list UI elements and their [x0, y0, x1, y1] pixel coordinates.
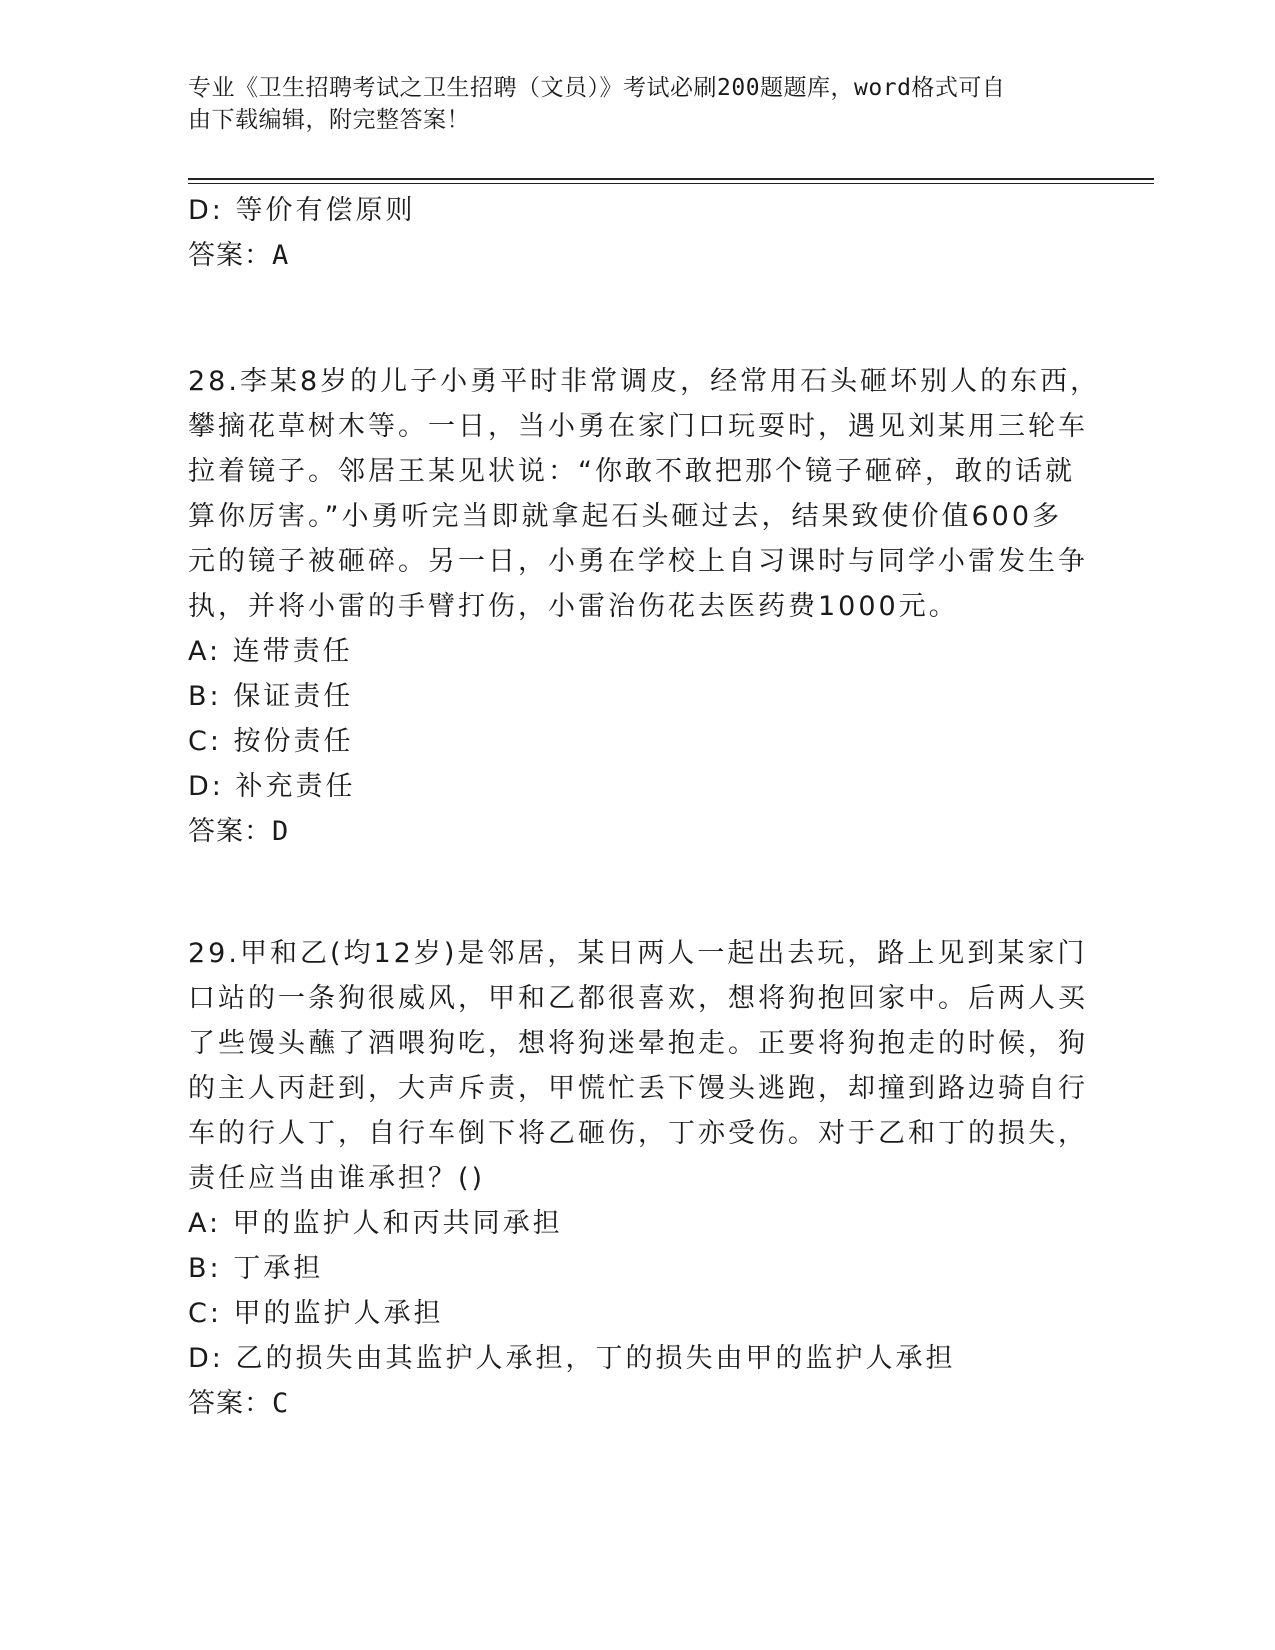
header-divider-thin: [188, 183, 1154, 184]
header-line-2: 由下载编辑，附完整答案！: [188, 107, 470, 133]
header-divider-thick: [188, 178, 1154, 180]
option-d: D: 补充责任: [188, 771, 356, 802]
answer-line: 答案：A: [188, 240, 290, 271]
question-stem: [188, 359, 1101, 629]
option-a: A: 甲的监护人和丙共同承担: [188, 1208, 563, 1239]
stem-line: 算你厉害。”小勇听完当即就拿起石头砸过去，结果致使价值600多: [188, 501, 1063, 532]
option-b: B: 保证责任: [188, 681, 354, 712]
spacer: [188, 279, 1068, 359]
previous-question-tail: [188, 188, 1068, 279]
stem-line: 了些馒头蘸了酒喂狗吃，想将狗迷晕抱走。正要将狗抱走的时候，狗: [188, 1028, 1088, 1059]
document-body: [188, 188, 1101, 1427]
option-c: C: 甲的监护人承担: [188, 1298, 444, 1329]
question-29: [188, 931, 1088, 1427]
option-c: C: 按份责任: [188, 726, 354, 757]
stem-line: 29.甲和乙(均12岁)是邻居，某日两人一起出去玩，路上见到某家门: [188, 938, 1088, 969]
stem-line: 执，并将小雷的手臂打伤，小雷治伤花去医药费1000元。: [188, 591, 959, 622]
document-header: [188, 72, 1068, 136]
question-28: [188, 359, 1101, 855]
stem-line: 28.李某8岁的儿子小勇平时非常调皮，经常用石头砸坏别人的东西，: [188, 366, 1101, 397]
stem-line: 拉着镜子。邻居王某见状说：“你敢不敢把那个镜子砸碎，敢的话就: [188, 456, 1075, 487]
option-b: B: 丁承担: [188, 1253, 324, 1284]
stem-line: 的主人丙赶到，大声斥责，甲慌忙丢下馒头逃跑，却撞到路边骑自行: [188, 1073, 1088, 1104]
answer-line: 答案：D: [188, 816, 290, 847]
spacer: [188, 855, 1068, 931]
header-line-1: 专业《卫生招聘考试之卫生招聘（文员）》考试必刷200题题库，word格式可自: [188, 75, 1006, 101]
option-a: A: 连带责任: [188, 636, 353, 667]
stem-line: 攀摘花草树木等。一日，当小勇在家门口玩耍时，遇见刘某用三轮车: [188, 411, 1088, 442]
stem-line: 口站的一条狗很威风，甲和乙都很喜欢，想将狗抱回家中。后两人买: [188, 983, 1088, 1014]
option-d: D: 等价有偿原则: [188, 195, 416, 226]
option-d: D: 乙的损失由其监护人承担，丁的损失由甲的监护人承担: [188, 1343, 956, 1374]
answer-line: 答案：C: [188, 1388, 290, 1419]
stem-line: 车的行人丁，自行车倒下将乙砸伤，丁亦受伤。对于乙和丁的损失，: [188, 1118, 1088, 1149]
stem-line: 责任应当由谁承担？(): [188, 1163, 486, 1194]
question-stem: [188, 931, 1088, 1201]
stem-line: 元的镜子被砸碎。另一日，小勇在学校上自习课时与同学小雷发生争: [188, 546, 1088, 577]
